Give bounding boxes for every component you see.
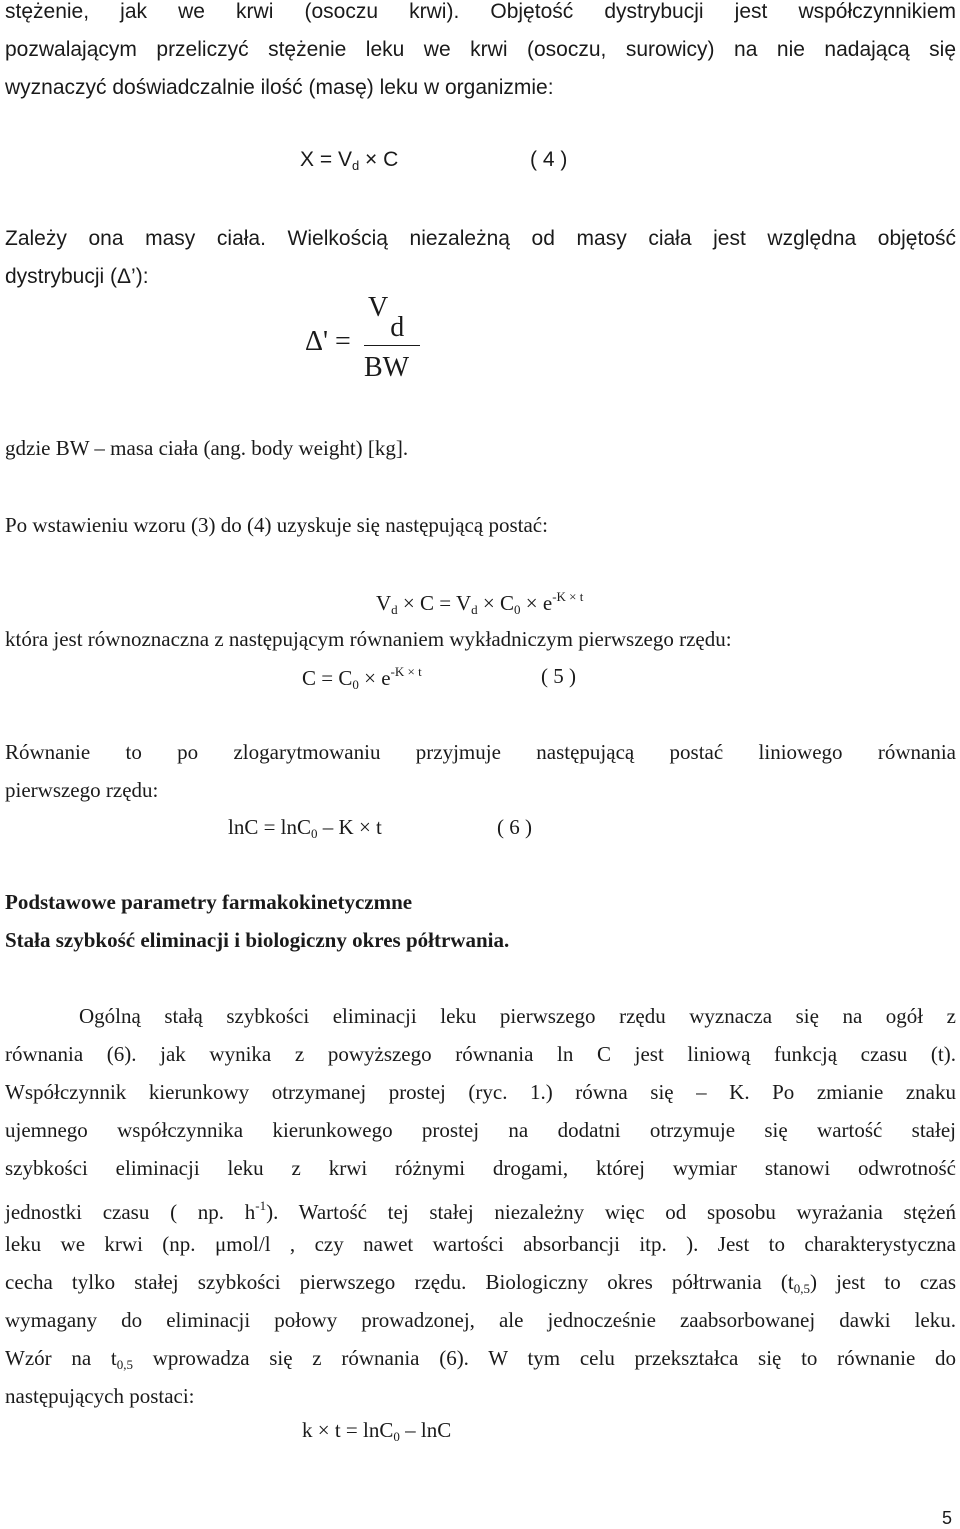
- intro-line: pozwalającym przeliczyć stężenie leku we krwi (osoczu, surowicy) na nie nadającą się: [5, 38, 956, 61]
- subsection-heading: Stała szybkość eliminacji i biologiczny okres półtrwania.: [5, 928, 510, 952]
- equation-5-number: ( 5 ): [541, 664, 576, 688]
- depends-line: dystrybucji (Δ’):: [5, 265, 149, 288]
- equation-5: $C = C_0 \times e^{-K \times t}$: [302, 664, 422, 692]
- bw-note: gdzie BW – masa ciała (ang. body weight) [kg].: [5, 436, 409, 460]
- equation-4-number: ( 4 ): [530, 148, 568, 171]
- section-heading: Podstawowe parametry farmakokinetyczmne: [5, 890, 413, 914]
- log-line: Równanie to po zlogarytmowaniu przyjmuje następującą postać liniowego równania: [5, 740, 956, 764]
- main-line: leku we krwi (np. μmol/l , czy nawet wartości absorbancji itp. ). Jest to charakterystyczna: [5, 1232, 956, 1256]
- log-paragraph: [5, 733, 956, 809]
- fraction-denominator: BW: [364, 352, 410, 383]
- intro-line: wyznaczyć doświadczalnie ilość (masę) leku w organizmie:: [5, 76, 554, 99]
- main-paragraph: [5, 997, 956, 1415]
- main-line: Ogólną stałą szybkości eliminacji leku pierwszego rzędu wyznacza się na ogół z: [79, 1004, 956, 1028]
- page-number: 5: [942, 1508, 953, 1528]
- main-line: następujących postaci:: [5, 1384, 195, 1408]
- fraction-bar: [364, 345, 420, 346]
- depends-line: Zależy ona masy ciała. Wielkością niezależną od masy ciała jest względna objętość: [5, 227, 956, 250]
- equation-6: lnC = lnC$_0$ – K × t: [228, 815, 382, 841]
- main-line: cecha tylko stałej szybkości pierwszego rzędu. Biologiczny okres półtrwania $(t_{0,5})$ jest to czas: [5, 1270, 956, 1296]
- equation-substituted: $V_d \times C = V_d \times C_0 \times e^{-K \times t}$: [376, 589, 584, 617]
- main-line: Wzór na $t_{0,5}$ wprowadza się z równania (6). W tym celu przekształca się to równanie do: [5, 1346, 956, 1372]
- equation-4: $X = V_d \times C$: [300, 148, 399, 173]
- depends-paragraph: [5, 220, 956, 296]
- main-line: równania (6). jak wynika z powyższego równania ln C jest liniową funkcją czasu (t).: [5, 1042, 956, 1066]
- equivalent-sentence: która jest równoznaczna z następującym równaniem wykładniczym pierwszego rzędu:: [5, 627, 732, 651]
- equation-final: k × t = lnC$_0$ – lnC: [302, 1418, 452, 1444]
- intro-paragraph: [5, 0, 956, 107]
- main-line: Współczynnik kierunkowy otrzymanej prostej (ryc. 1.) równa się – K. Po zmianie znaku: [5, 1080, 956, 1104]
- main-line: wymagany do eliminacji połowy prowadzonej, ale jednocześnie zaabsorbowanej dawki leku.: [5, 1308, 956, 1332]
- main-line: szybkości eliminacji leku z krwi różnymi drogami, której wymiar stanowi odwrotność: [5, 1156, 956, 1180]
- log-line: pierwszego rzędu:: [5, 778, 159, 802]
- delta-lhs: Δ' =: [305, 326, 351, 357]
- equation-6-number: ( 6 ): [497, 815, 532, 839]
- fraction-numerator: Vd: [368, 292, 405, 343]
- substitution-sentence: Po wstawieniu wzoru (3) do (4) uzyskuje się następującą postać:: [5, 513, 548, 537]
- main-line: jednostki czasu ( np. $h^{-1}$). Wartość tej stałej niezależny więc od sposobu wyrażania stężeń: [5, 1198, 956, 1224]
- intro-line: stężenie, jak we krwi (osoczu krwi). Objętość dystrybucji jest współczynnikiem: [5, 0, 956, 23]
- main-line: ujemnego współczynnika kierunkowego prostej na dodatni otrzymuje się wartość stałej: [5, 1118, 956, 1142]
